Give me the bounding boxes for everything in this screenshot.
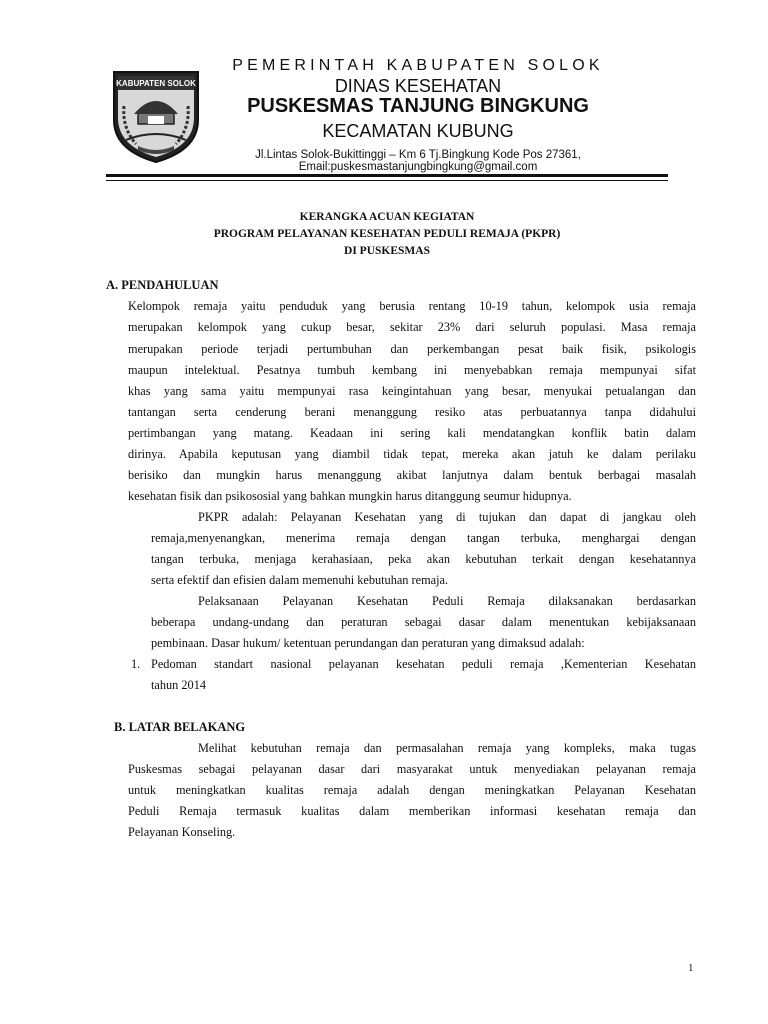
paragraph-line: Melihat kebutuhan remaja dan permasalahan remaja yang kompleks, maka tugas: [198, 741, 696, 755]
paragraph-line: pembinaan. Dasar hukum/ ketentuan perundangan dan peraturan yang dimaksud adalah:: [151, 636, 585, 650]
list-number: 1.: [131, 657, 141, 671]
header-puskesmas: PUSKESMAS TANJUNG BINGKUNG: [247, 95, 589, 117]
doc-title-line2: PROGRAM PELAYANAN KESEHATAN PEDULI REMAJA (PKPR): [213, 228, 561, 240]
header-address: Jl.Lintas Solok-Bukittinggi – Km 6 Tj.Bingkung Kode Pos 27361,: [255, 149, 581, 161]
paragraph-line: Puskesmas sebagai pelayanan dasar dari masyarakat untuk menyediakan pelayanan remaja: [128, 762, 696, 776]
doc-title-line3: DI PUSKESMAS: [344, 245, 430, 257]
paragraph-line: maupun intelektual. Pesatnya tumbuh kembang ini menyebabkan remaja mempunyai sifat: [128, 363, 696, 377]
paragraph-line: remaja,menyenangkan, menerima remaja dengan tangan terbuka, menghargai dengan: [151, 531, 696, 545]
doc-title-line1: KERANGKA ACUAN KEGIATAN: [299, 211, 475, 223]
paragraph-line: PKPR adalah: Pelayanan Kesehatan yang di tujukan dan dapat di jangkau oleh: [198, 510, 696, 524]
paragraph-line: Pelaksanaan Pelayanan Kesehatan Peduli Remaja dilaksanakan berdasarkan: [198, 594, 696, 608]
paragraph-line: berisiko dan mungkin harus menanggung akibat lanjutnya dalam bentuk berbagai masalah: [128, 468, 696, 482]
paragraph-line: merupakan periode terjadi pertumbuhan dan perkembangan pesat baik fisik, psikologis: [128, 342, 696, 356]
header-district: KECAMATAN KUBUNG: [322, 121, 514, 141]
paragraph-line: tangan terbuka, menjaga kerahasiaan, peka akan kebutuhan terkait dengan kesehatannya: [151, 552, 696, 566]
header-rule-thin: [106, 180, 668, 181]
paragraph-line: dirinya. Apabila keputusan yang diambil tidak tepat, mereka akan jatuh ke dalam perilaku: [128, 447, 696, 461]
list-item-continuation: tahun 2014: [151, 678, 206, 692]
header-rule-thick: [106, 174, 668, 177]
paragraph-line: serta efektif dan efisien dalam memenuhi kebutuhan remaja.: [151, 573, 449, 587]
header-department: DINAS KESEHATAN: [334, 76, 502, 96]
paragraph-line: kesehatan fisik dan psikososial yang bahkan mungkin harus ditanggung seumur hidupnya.: [128, 489, 572, 503]
paragraph-line: Kelompok remaja yaitu penduduk yang berusia rentang 10-19 tahun, kelompok usia remaja: [128, 299, 696, 313]
paragraph-line: khas yang sama yaitu mempunyai rasa keingintahuan yang besar, menyukai petualangan dan: [128, 384, 696, 398]
paragraph-line: beberapa undang-undang dan peraturan sebagai dasar dalam menentukan kebijaksanaan: [151, 615, 696, 629]
paragraph-line: untuk meningkatkan kualitas remaja adalah dengan meningkatkan Pelayanan Kesehatan: [128, 783, 696, 797]
header-email: Email:puskesmastanjungbingkung@gmail.com: [298, 161, 538, 173]
section-b-heading: B. LATAR BELAKANG: [114, 720, 246, 734]
paragraph-line: tantangan serta cenderung berani menanggung resiko atas perbuatannya tanpa didahului: [128, 405, 696, 419]
paragraph-line: Peduli Remaja termasuk kualitas dalam memberikan informasi kesehatan remaja dan: [128, 804, 696, 818]
section-a-heading: A. PENDAHULUAN: [106, 278, 219, 292]
paragraph-line: merupakan kelompok yang cukup besar, sekitar 23% dari seluruh populasi. Masa remaja: [128, 320, 696, 334]
paragraph-line: pertimbangan yang matang. Keadaan ini sering kali mendatangkan konflik batin dalam: [128, 426, 696, 440]
header-government: PEMERINTAH KABUPATEN SOLOK: [232, 57, 604, 74]
list-item: Pedoman standart nasional pelayanan kesehatan peduli remaja ,Kementerian Kesehatan: [151, 657, 696, 671]
paragraph-line: Pelayanan Konseling.: [128, 825, 236, 839]
svg-text:KABUPATEN SOLOK: KABUPATEN SOLOK: [116, 79, 196, 88]
page-number: 1: [688, 962, 694, 974]
